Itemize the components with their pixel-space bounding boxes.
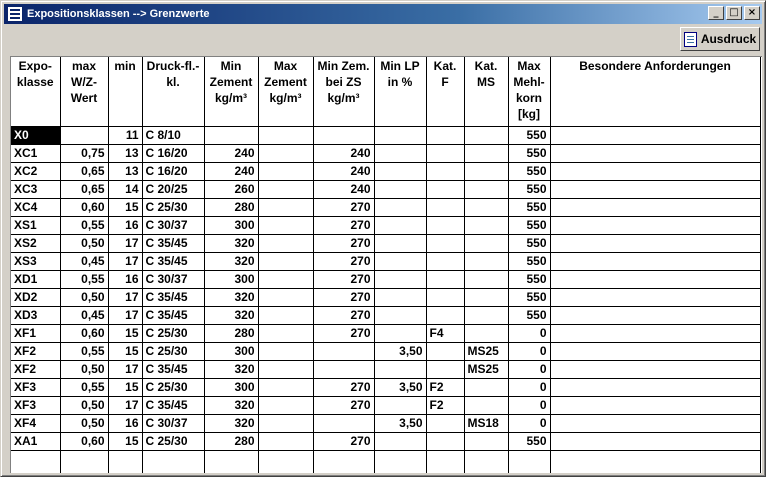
cell-druckfestigkeitsklasse[interactable]: C 30/37 [142, 414, 204, 432]
empty-cell [60, 450, 108, 473]
print-button-label: Ausdruck [700, 32, 757, 46]
column-header-min-zement[interactable]: Min Zement kg/m³ [204, 57, 258, 126]
cell-min-zement-zs[interactable] [313, 360, 374, 378]
cell-min-lp[interactable] [374, 234, 426, 252]
cell-kat-ms[interactable] [464, 216, 508, 234]
cell-min-zement[interactable]: 300 [204, 270, 258, 288]
table-row[interactable] [11, 126, 760, 144]
cell-besondere-anforderungen[interactable] [550, 126, 760, 144]
cell-druckfestigkeitsklasse[interactable]: C 35/45 [142, 288, 204, 306]
cell-druckfestigkeitsklasse[interactable]: C 25/30 [142, 432, 204, 450]
column-header-min[interactable]: min [108, 57, 142, 126]
cell-kat-ms[interactable] [464, 270, 508, 288]
cell-min-zement-zs[interactable]: 270 [313, 198, 374, 216]
cell-besondere-anforderungen[interactable] [550, 288, 760, 306]
cell-kat-f[interactable] [426, 414, 464, 432]
cell-kat-ms[interactable] [464, 126, 508, 144]
cell-max-mehlkorn[interactable]: 550 [508, 144, 550, 162]
maximize-button[interactable]: □ [726, 6, 742, 20]
cell-min-zement-zs[interactable]: 270 [313, 324, 374, 342]
table-row[interactable] [11, 288, 760, 306]
cell-max-wz-wert[interactable]: 0,50 [60, 414, 108, 432]
cell-max-zement[interactable] [258, 306, 313, 324]
cell-expo-klasse[interactable]: XF2 [11, 360, 60, 378]
cell-min[interactable]: 16 [108, 270, 142, 288]
cell-expo-klasse[interactable]: XC4 [11, 198, 60, 216]
column-header-min-zement-zs[interactable]: Min Zem. bei ZS kg/m³ [313, 57, 374, 126]
cell-min-lp[interactable] [374, 216, 426, 234]
cell-kat-f[interactable] [426, 432, 464, 450]
cell-min-lp[interactable]: 3,50 [374, 414, 426, 432]
cell-besondere-anforderungen[interactable] [550, 324, 760, 342]
cell-max-zement[interactable] [258, 288, 313, 306]
cell-kat-f[interactable] [426, 342, 464, 360]
cell-besondere-anforderungen[interactable] [550, 306, 760, 324]
cell-max-zement[interactable] [258, 378, 313, 396]
toolbar [4, 25, 762, 53]
cell-max-zement[interactable] [258, 126, 313, 144]
cell-kat-ms[interactable] [464, 234, 508, 252]
cell-max-zement[interactable] [258, 198, 313, 216]
cell-kat-f[interactable]: F4 [426, 324, 464, 342]
cell-kat-f[interactable] [426, 270, 464, 288]
cell-druckfestigkeitsklasse[interactable]: C 20/25 [142, 180, 204, 198]
cell-min-zement[interactable]: 320 [204, 234, 258, 252]
cell-kat-f[interactable] [426, 306, 464, 324]
cell-max-mehlkorn[interactable]: 550 [508, 162, 550, 180]
cell-min-zement-zs[interactable]: 270 [313, 252, 374, 270]
cell-kat-f[interactable] [426, 126, 464, 144]
cell-min[interactable]: 16 [108, 414, 142, 432]
cell-min-zement-zs[interactable]: 270 [313, 288, 374, 306]
cell-max-wz-wert[interactable]: 0,50 [60, 396, 108, 414]
table-row[interactable] [11, 324, 760, 342]
cell-max-wz-wert[interactable]: 0,55 [60, 270, 108, 288]
cell-besondere-anforderungen[interactable] [550, 396, 760, 414]
cell-min-lp[interactable] [374, 180, 426, 198]
cell-kat-ms[interactable] [464, 144, 508, 162]
cell-min-zement[interactable]: 300 [204, 342, 258, 360]
cell-min-zement[interactable]: 300 [204, 216, 258, 234]
data-grid[interactable] [10, 56, 762, 473]
cell-besondere-anforderungen[interactable] [550, 270, 760, 288]
column-header-kat-f[interactable]: Kat. F [426, 57, 464, 126]
column-header-expo-klasse[interactable]: Expo-klasse [11, 57, 60, 126]
cell-kat-ms[interactable] [464, 396, 508, 414]
cell-max-mehlkorn[interactable]: 550 [508, 252, 550, 270]
cell-max-zement[interactable] [258, 432, 313, 450]
table-row[interactable] [11, 180, 760, 198]
cell-expo-klasse[interactable]: XF1 [11, 324, 60, 342]
cell-min[interactable]: 17 [108, 396, 142, 414]
cell-max-zement[interactable] [258, 234, 313, 252]
column-header-max-mehlkorn[interactable]: Max Mehl-korn [kg] [508, 57, 550, 126]
cell-kat-f[interactable]: F2 [426, 378, 464, 396]
cell-kat-ms[interactable] [464, 162, 508, 180]
cell-druckfestigkeitsklasse[interactable]: C 25/30 [142, 378, 204, 396]
cell-min-lp[interactable]: 3,50 [374, 378, 426, 396]
table-row[interactable] [11, 198, 760, 216]
cell-min-zement-zs[interactable]: 270 [313, 306, 374, 324]
column-header-max-zement[interactable]: Max Zement kg/m³ [258, 57, 313, 126]
cell-min[interactable]: 13 [108, 162, 142, 180]
cell-max-mehlkorn[interactable]: 550 [508, 306, 550, 324]
cell-max-wz-wert[interactable]: 0,55 [60, 342, 108, 360]
cell-min-zement[interactable]: 280 [204, 198, 258, 216]
cell-expo-klasse[interactable]: XF2 [11, 342, 60, 360]
cell-besondere-anforderungen[interactable] [550, 360, 760, 378]
cell-min-lp[interactable] [374, 432, 426, 450]
table-row[interactable] [11, 432, 760, 450]
cell-min-zement[interactable]: 320 [204, 288, 258, 306]
cell-min-lp[interactable] [374, 126, 426, 144]
cell-expo-klasse[interactable]: XS3 [11, 252, 60, 270]
cell-min-lp[interactable]: 3,50 [374, 342, 426, 360]
cell-max-mehlkorn[interactable]: 550 [508, 216, 550, 234]
cell-max-wz-wert[interactable]: 0,50 [60, 360, 108, 378]
cell-besondere-anforderungen[interactable] [550, 162, 760, 180]
empty-cell [108, 450, 142, 473]
cell-min[interactable]: 15 [108, 198, 142, 216]
cell-besondere-anforderungen[interactable] [550, 414, 760, 432]
title-bar[interactable] [4, 4, 762, 24]
empty-cell [11, 450, 60, 473]
cell-expo-klasse[interactable]: XD2 [11, 288, 60, 306]
cell-expo-klasse[interactable]: XC3 [11, 180, 60, 198]
cell-min-zement-zs[interactable]: 270 [313, 378, 374, 396]
cell-kat-ms[interactable] [464, 198, 508, 216]
print-icon [684, 32, 697, 47]
cell-kat-ms[interactable]: MS25 [464, 342, 508, 360]
cell-besondere-anforderungen[interactable] [550, 342, 760, 360]
cell-min[interactable]: 11 [108, 126, 142, 144]
cell-kat-f[interactable] [426, 288, 464, 306]
cell-max-wz-wert[interactable]: 0,60 [60, 432, 108, 450]
cell-min-lp[interactable] [374, 198, 426, 216]
close-button[interactable]: × [744, 6, 760, 20]
cell-max-mehlkorn[interactable]: 0 [508, 378, 550, 396]
cell-min-zement-zs[interactable]: 270 [313, 234, 374, 252]
cell-druckfestigkeitsklasse[interactable]: C 25/30 [142, 342, 204, 360]
empty-row [11, 450, 760, 473]
cell-max-wz-wert[interactable]: 0,60 [60, 198, 108, 216]
cell-min[interactable]: 17 [108, 306, 142, 324]
cell-max-mehlkorn[interactable]: 550 [508, 180, 550, 198]
cell-expo-klasse[interactable]: XC1 [11, 144, 60, 162]
cell-druckfestigkeitsklasse[interactable]: C 35/45 [142, 360, 204, 378]
cell-min-zement-zs[interactable]: 240 [313, 180, 374, 198]
cell-min[interactable]: 17 [108, 252, 142, 270]
cell-min[interactable]: 16 [108, 216, 142, 234]
empty-cell [258, 450, 313, 473]
cell-druckfestigkeitsklasse[interactable]: C 25/30 [142, 324, 204, 342]
cell-min-lp[interactable] [374, 144, 426, 162]
cell-kat-f[interactable] [426, 198, 464, 216]
cell-max-zement[interactable] [258, 180, 313, 198]
cell-kat-ms[interactable] [464, 288, 508, 306]
cell-kat-f[interactable]: F2 [426, 396, 464, 414]
cell-max-zement[interactable] [258, 414, 313, 432]
cell-max-mehlkorn[interactable]: 0 [508, 396, 550, 414]
cell-min[interactable]: 15 [108, 432, 142, 450]
column-header-min-lp[interactable]: Min LP in % [374, 57, 426, 126]
cell-expo-klasse[interactable]: X0 [11, 126, 60, 144]
cell-druckfestigkeitsklasse[interactable]: C 30/37 [142, 216, 204, 234]
cell-max-mehlkorn[interactable]: 550 [508, 198, 550, 216]
cell-druckfestigkeitsklasse[interactable]: C 16/20 [142, 144, 204, 162]
cell-min-lp[interactable] [374, 252, 426, 270]
cell-min-zement[interactable]: 280 [204, 432, 258, 450]
header-row [11, 57, 760, 126]
cell-min-lp[interactable] [374, 162, 426, 180]
cell-max-wz-wert[interactable]: 0,65 [60, 162, 108, 180]
cell-max-zement[interactable] [258, 252, 313, 270]
cell-min-zement[interactable]: 280 [204, 324, 258, 342]
table-row[interactable] [11, 306, 760, 324]
empty-cell [508, 450, 550, 473]
cell-besondere-anforderungen[interactable] [550, 144, 760, 162]
app-icon [7, 6, 23, 22]
empty-cell [142, 450, 204, 473]
cell-min[interactable]: 17 [108, 360, 142, 378]
cell-min-zement-zs[interactable]: 240 [313, 144, 374, 162]
cell-min-zement[interactable]: 320 [204, 306, 258, 324]
column-header-kat-ms[interactable]: Kat. MS [464, 57, 508, 126]
cell-druckfestigkeitsklasse[interactable]: C 16/20 [142, 162, 204, 180]
print-button[interactable] [680, 27, 760, 51]
empty-cell [464, 450, 508, 473]
cell-max-zement[interactable] [258, 324, 313, 342]
cell-max-zement[interactable] [258, 216, 313, 234]
cell-min-lp[interactable] [374, 288, 426, 306]
cell-besondere-anforderungen[interactable] [550, 378, 760, 396]
cell-min[interactable]: 13 [108, 144, 142, 162]
cell-expo-klasse[interactable]: XS2 [11, 234, 60, 252]
cell-max-wz-wert[interactable] [60, 126, 108, 144]
cell-kat-ms[interactable] [464, 252, 508, 270]
cell-kat-f[interactable] [426, 162, 464, 180]
cell-kat-ms[interactable] [464, 306, 508, 324]
column-header-besondere-anforderungen[interactable]: Besondere Anforderungen [550, 57, 760, 126]
cell-min-lp[interactable] [374, 396, 426, 414]
cell-kat-ms[interactable] [464, 324, 508, 342]
cell-expo-klasse[interactable]: XF3 [11, 378, 60, 396]
cell-max-mehlkorn[interactable]: 0 [508, 360, 550, 378]
cell-max-mehlkorn[interactable]: 0 [508, 414, 550, 432]
table-row[interactable] [11, 378, 760, 396]
cell-besondere-anforderungen[interactable] [550, 198, 760, 216]
cell-min-zement-zs[interactable]: 270 [313, 432, 374, 450]
cell-kat-ms[interactable] [464, 378, 508, 396]
column-header-max-wz-wert[interactable]: max W/Z-Wert [60, 57, 108, 126]
cell-max-mehlkorn[interactable]: 550 [508, 126, 550, 144]
cell-kat-f[interactable] [426, 180, 464, 198]
table-row[interactable] [11, 342, 760, 360]
cell-max-zement[interactable] [258, 144, 313, 162]
cell-max-zement[interactable] [258, 162, 313, 180]
table-row[interactable] [11, 216, 760, 234]
cell-min-zement[interactable]: 320 [204, 252, 258, 270]
cell-kat-f[interactable] [426, 234, 464, 252]
cell-max-mehlkorn[interactable]: 0 [508, 324, 550, 342]
cell-min-zement-zs[interactable]: 240 [313, 162, 374, 180]
cell-druckfestigkeitsklasse[interactable]: C 35/45 [142, 252, 204, 270]
cell-max-mehlkorn[interactable]: 550 [508, 288, 550, 306]
table-row[interactable] [11, 144, 760, 162]
cell-druckfestigkeitsklasse[interactable]: C 25/30 [142, 198, 204, 216]
cell-min[interactable]: 15 [108, 378, 142, 396]
cell-min-zement[interactable] [204, 126, 258, 144]
cell-druckfestigkeitsklasse[interactable]: C 35/45 [142, 396, 204, 414]
cell-max-wz-wert[interactable]: 0,55 [60, 378, 108, 396]
cell-min-zement[interactable]: 240 [204, 144, 258, 162]
cell-max-mehlkorn[interactable]: 550 [508, 234, 550, 252]
table-row[interactable] [11, 360, 760, 378]
cell-kat-ms[interactable] [464, 180, 508, 198]
cell-min-zement-zs[interactable] [313, 414, 374, 432]
table-row[interactable] [11, 396, 760, 414]
cell-besondere-anforderungen[interactable] [550, 234, 760, 252]
table-row[interactable] [11, 270, 760, 288]
cell-min[interactable]: 17 [108, 288, 142, 306]
cell-min-lp[interactable] [374, 270, 426, 288]
cell-min-zement-zs[interactable] [313, 342, 374, 360]
cell-expo-klasse[interactable]: XC2 [11, 162, 60, 180]
cell-besondere-anforderungen[interactable] [550, 180, 760, 198]
cell-max-wz-wert[interactable]: 0,75 [60, 144, 108, 162]
cell-min[interactable]: 15 [108, 342, 142, 360]
empty-cell [426, 450, 464, 473]
column-header-druckfestigkeitsklasse[interactable]: Druck-fl.-kl. [142, 57, 204, 126]
cell-besondere-anforderungen[interactable] [550, 252, 760, 270]
table-row[interactable] [11, 162, 760, 180]
cell-kat-f[interactable] [426, 252, 464, 270]
cell-min-zement-zs[interactable]: 270 [313, 270, 374, 288]
cell-kat-ms[interactable]: MS18 [464, 414, 508, 432]
cell-max-zement[interactable] [258, 342, 313, 360]
cell-max-wz-wert[interactable]: 0,50 [60, 288, 108, 306]
window-title: Expositionsklassen --> Grenzwerte [27, 8, 210, 20]
cell-max-wz-wert[interactable]: 0,55 [60, 216, 108, 234]
table-row[interactable] [11, 234, 760, 252]
cell-expo-klasse[interactable]: XS1 [11, 216, 60, 234]
table-row[interactable] [11, 414, 760, 432]
cell-expo-klasse[interactable]: XF3 [11, 396, 60, 414]
cell-min-zement-zs[interactable]: 270 [313, 216, 374, 234]
cell-min-lp[interactable] [374, 324, 426, 342]
cell-besondere-anforderungen[interactable] [550, 216, 760, 234]
cell-max-wz-wert[interactable]: 0,65 [60, 180, 108, 198]
cell-min-zement[interactable]: 320 [204, 414, 258, 432]
cell-besondere-anforderungen[interactable] [550, 432, 760, 450]
cell-druckfestigkeitsklasse[interactable]: C 35/45 [142, 234, 204, 252]
cell-min[interactable]: 14 [108, 180, 142, 198]
cell-max-wz-wert[interactable]: 0,50 [60, 234, 108, 252]
empty-cell [204, 450, 258, 473]
cell-expo-klasse[interactable]: XA1 [11, 432, 60, 450]
cell-max-mehlkorn[interactable]: 550 [508, 432, 550, 450]
cell-min-lp[interactable] [374, 360, 426, 378]
cell-kat-f[interactable] [426, 360, 464, 378]
cell-druckfestigkeitsklasse[interactable]: C 8/10 [142, 126, 204, 144]
empty-cell [374, 450, 426, 473]
cell-min-zement[interactable]: 260 [204, 180, 258, 198]
cell-max-wz-wert[interactable]: 0,45 [60, 252, 108, 270]
cell-max-mehlkorn[interactable]: 0 [508, 342, 550, 360]
cell-min-zement[interactable]: 320 [204, 360, 258, 378]
cell-max-wz-wert[interactable]: 0,45 [60, 306, 108, 324]
cell-max-zement[interactable] [258, 360, 313, 378]
empty-cell [313, 450, 374, 473]
cell-expo-klasse[interactable]: XF4 [11, 414, 60, 432]
table-row[interactable] [11, 252, 760, 270]
cell-kat-ms[interactable]: MS25 [464, 360, 508, 378]
cell-druckfestigkeitsklasse[interactable]: C 35/45 [142, 306, 204, 324]
cell-expo-klasse[interactable]: XD1 [11, 270, 60, 288]
empty-cell [550, 450, 760, 473]
cell-min[interactable]: 15 [108, 324, 142, 342]
cell-min-lp[interactable] [374, 306, 426, 324]
minimize-button[interactable]: _ [708, 6, 724, 20]
cell-min-zement[interactable]: 240 [204, 162, 258, 180]
limits-table [11, 57, 761, 473]
cell-min[interactable]: 17 [108, 234, 142, 252]
cell-kat-ms[interactable] [464, 432, 508, 450]
cell-max-zement[interactable] [258, 396, 313, 414]
cell-druckfestigkeitsklasse[interactable]: C 30/37 [142, 270, 204, 288]
cell-min-zement-zs[interactable]: 270 [313, 396, 374, 414]
cell-min-zement-zs[interactable] [313, 126, 374, 144]
cell-kat-f[interactable] [426, 144, 464, 162]
cell-min-zement[interactable]: 300 [204, 378, 258, 396]
cell-max-mehlkorn[interactable]: 550 [508, 270, 550, 288]
cell-expo-klasse[interactable]: XD3 [11, 306, 60, 324]
cell-min-zement[interactable]: 320 [204, 396, 258, 414]
cell-max-wz-wert[interactable]: 0,60 [60, 324, 108, 342]
cell-max-zement[interactable] [258, 270, 313, 288]
cell-kat-f[interactable] [426, 216, 464, 234]
